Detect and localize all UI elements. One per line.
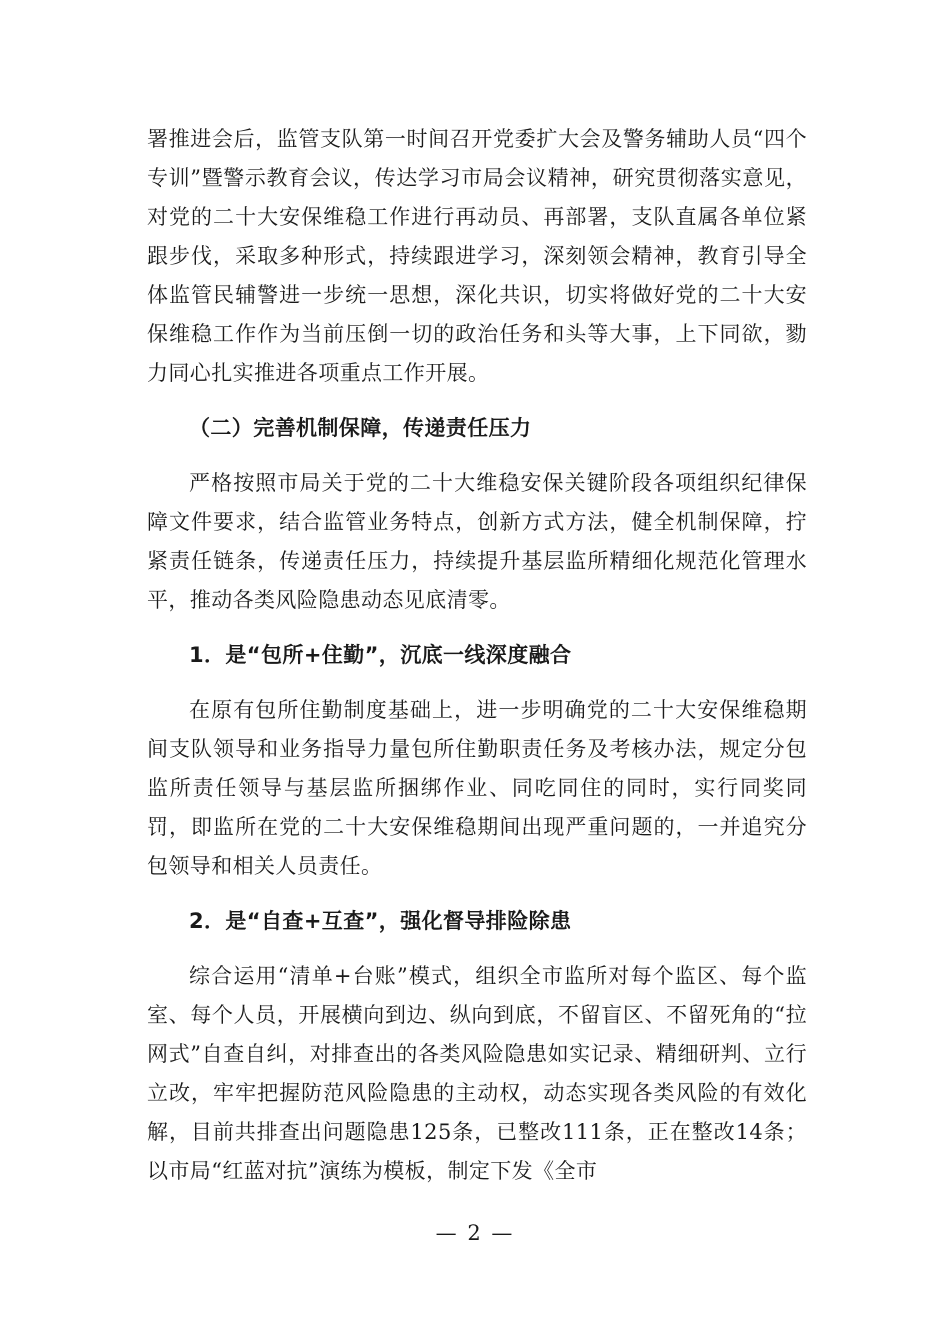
section-heading-2: （二）完善机制保障，传递责任压力 <box>189 416 532 440</box>
page-number: — 2 — <box>435 1221 515 1245</box>
paragraph-zicha: 综合运用“清单+台账”模式，组织全市监所对每个监区、每个监室、每个人员，开展横向到边、纵向到底，不留盲区、不留死角的“拉网式”自查自纠，对排查出的各类风险隐患如实记录、精细研判、立行立改，牢牢把握防范风险隐患的主动权，动态实现各类风险的有效化解，目前共排查出问题隐患125条，已整改111条，正在整改14条；以市局“红蓝对抗”演练为模板，制定下发《全市 <box>147 964 807 1183</box>
paragraph-continuation: 署推进会后，监管支队第一时间召开党委扩大会及警务辅助人员“四个专训”暨警示教育会议，传达学习市局会议精神，研究贯彻落实意见，对党的二十大安保维稳工作进行再动员、再部署，支队直属各单位紧跟步伐，采取多种形式，持续跟进学习，深刻领会精神，教育引导全体监管民辅警进一步统一思想，深化共识，切实将做好党的二十大安保维稳工作作为当前压倒一切的政治任务和头等大事，上下同欲，勠力同心扎实推进各项重点工作开展。 <box>147 127 807 385</box>
paragraph-baosuo: 在原有包所住勤制度基础上，进一步明确党的二十大安保维稳期间支队领导和业务指导力量包所住勤职责任务及考核办法，规定分包监所责任领导与基层监所捆绑作业、同吃同住的同时，实行同奖同罚，即监所在党的二十大安保维稳期间出现严重问题的，一并追究分包领导和相关人员责任。 <box>147 698 807 878</box>
subheading-1: 1．是“包所+住勤”，沉底一线深度融合 <box>189 643 572 667</box>
subheading-2: 2．是“自查+互查”，强化督导排险除患 <box>189 909 572 933</box>
paragraph-mechanism: 严格按照市局关于党的二十大维稳安保关键阶段各项组织纪律保障文件要求，结合监管业务特点，创新方式方法，健全机制保障，拧紧责任链条，传递责任压力，持续提升基层监所精细化规范化管理水平，推动各类风险隐患动态见底清零。 <box>147 471 807 612</box>
document-body <box>147 120 807 1191</box>
